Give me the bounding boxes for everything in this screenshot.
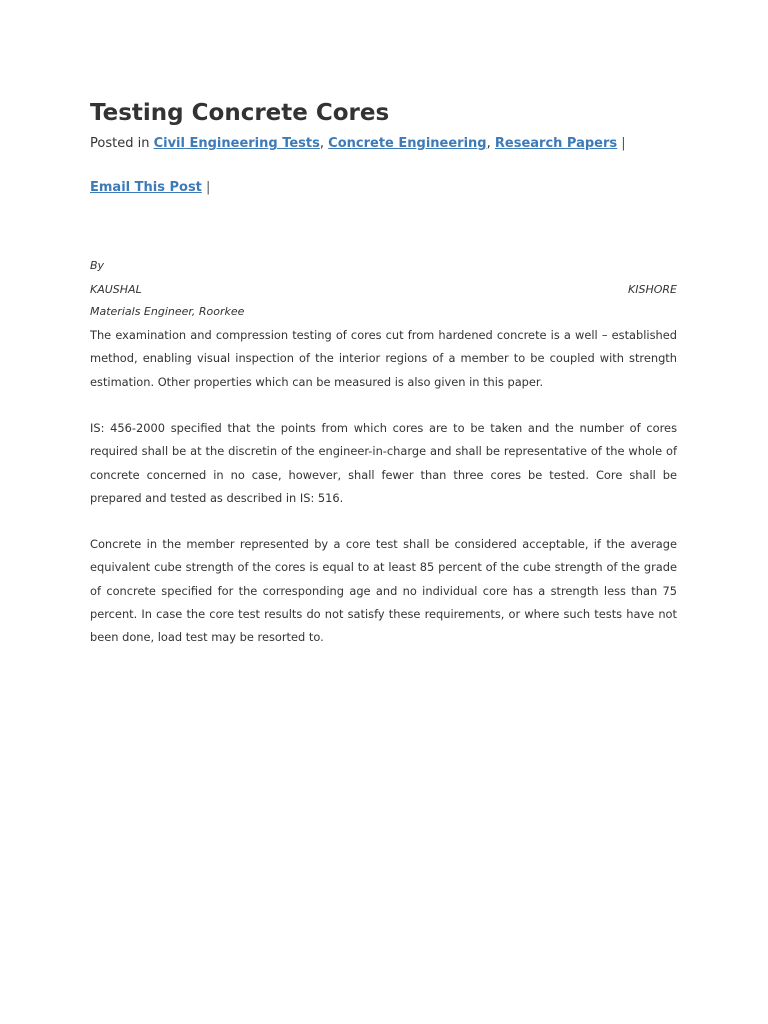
- category-comma: ,: [486, 136, 491, 151]
- paragraph-is456: IS: 456-2000 specified that the points from which cores are to be taken and the number of cores required shall be at the discretin of the engineer-in-charge and shall be representative of the whole of concrete concerned in no case, however, shall fewer than three cores be tested. Core shall be prepared and tested as described in IS: 516.: [90, 421, 677, 505]
- category-link-research-papers[interactable]: Research Papers: [494, 136, 618, 151]
- category-comma: ,: [319, 136, 325, 151]
- separator: |: [621, 136, 626, 151]
- paragraph-intro: The examination and compression testing of cores cut from hardened concrete is a well – established method, enabling visual inspection of the interior regions of a member to be coupled with strength estimation. Other properties which can be measured is also given in this paper.: [90, 328, 677, 389]
- page-title: Testing Concrete Cores: [90, 100, 390, 126]
- author-name: [90, 283, 677, 296]
- author-first-name: KAUSHAL: [90, 283, 142, 296]
- category-link-concrete-engineering[interactable]: Concrete Engineering: [328, 136, 487, 151]
- author-role: Materials Engineer, Roorkee: [90, 305, 245, 318]
- paragraph-acceptance: Concrete in the member represented by a core test shall be considered acceptable, if the average equivalent cube strength of the cores is equal to at least 85 percent of the cube strength of the grade of concrete specified for the corresponding age and no individual core has a strength less than 75 percent. In case the core test results do not satisfy these requirements, or where such tests have not been done, load test may be resorted to.: [90, 537, 677, 645]
- category-link-civil-engineering-tests[interactable]: Civil Engineering Tests: [153, 136, 320, 151]
- posted-in-label: Posted in: [90, 136, 150, 151]
- separator: |: [206, 180, 211, 195]
- by-label: By: [90, 259, 105, 272]
- email-this-post-link[interactable]: Email This Post: [90, 180, 202, 195]
- author-last-name: KISHORE: [628, 283, 677, 296]
- posted-in-line: [90, 136, 626, 151]
- email-row: [90, 180, 210, 195]
